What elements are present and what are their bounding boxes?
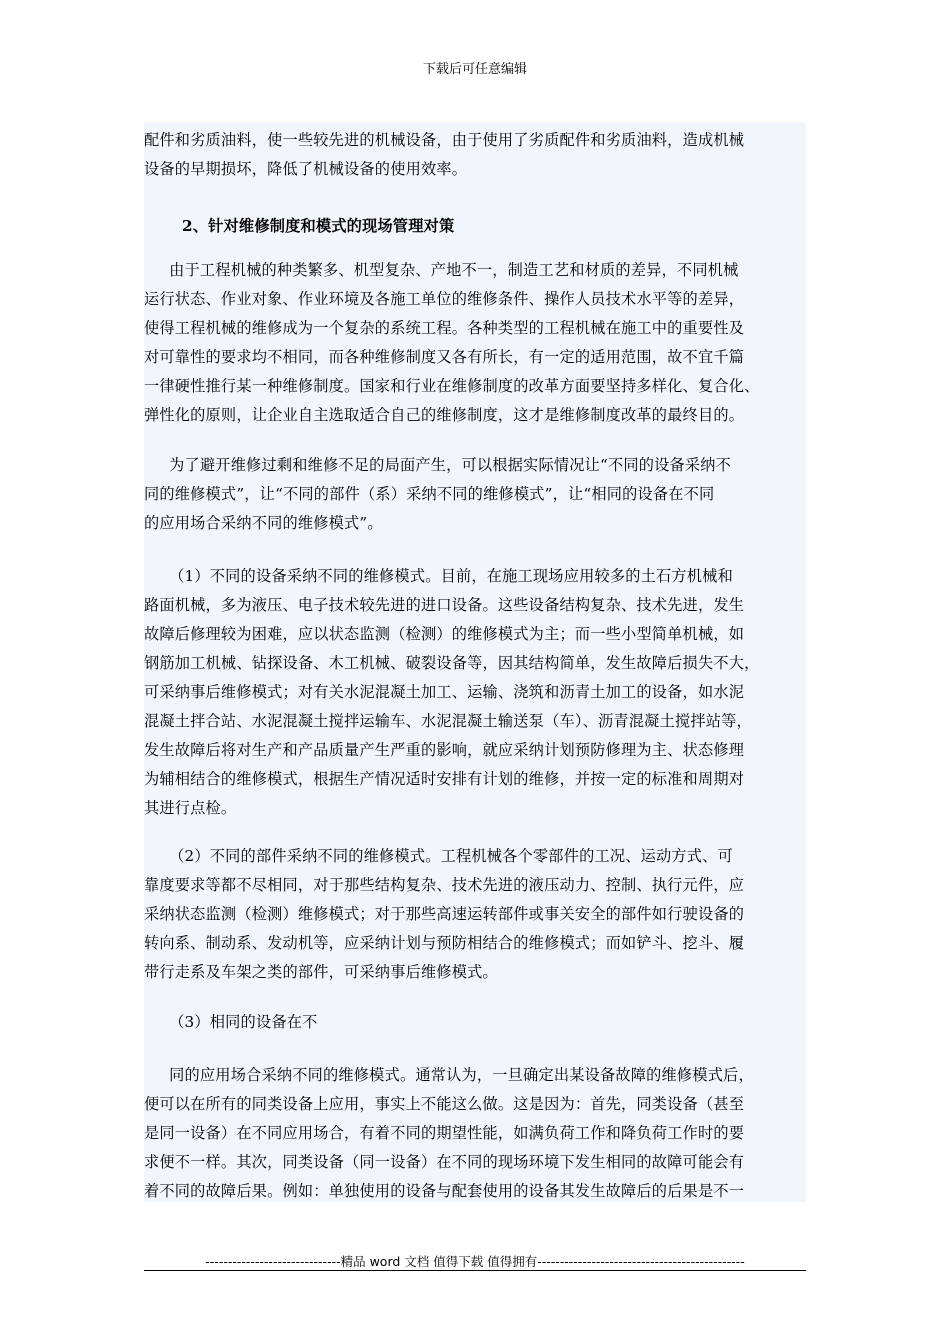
paragraph-4: （1）不同的设备采纳不同的维修模式。目前，在施工现场应用较多的土石方机械和 路面机械，多为液压、电子技术较先进的进口设备。这些设备结构复杂、技术先进，发生 故障后修理较为困难，应以状态监测（检测）的维修模式为主；而一些小型简单机械，如 钢筋加工机械、钻探设备、木工机械、破裂设备等，因其结构简单，发生故障后损失不大， 可采纳事后维修模式；对有关水泥混凝土加工、运输、浇筑和沥青土加工的设备，如水泥 混凝土拌合站、水泥混凝土搅拌运输车、水泥混凝土输送泵（车）、沥青混凝土搅拌站等， 发生故障后将对生产和产品质量产生严重的影响，就应采纳计划预防修理为主、状态修理 为辅相结合的维修模式，根据生产情况适时安排有计划的维修，并按一定的标准和周期对 其进行点检。 [144, 567, 760, 817]
paragraph-7: 同的应用场合采纳不同的维修模式。通常认为，一旦确定出某设备故障的维修模式后， 便可以在所有的同类设备上应用，事实上不能这么做。这是因为：首先，同类设备（甚至 是同一设备）在不同应用场合，有着不同的期望性能，如满负荷工作和降负荷工作时的要 求便不一样。其次，同类设备（同一设备）在不同的现场环境下发生相同的故障可能会有 着不同的故障后果。例如：单独使用的设备与配套使用的设备其发生故障后的后果是不一 [144, 1066, 754, 1200]
page-header: 下载后可任意编辑 [422, 62, 527, 77]
page-footer: ------------------------------精品 word 文档 值得下载 值得拥有---------------------------------------------- [205, 1254, 745, 1269]
paragraph-3: 为了避开维修过剩和维修不足的局面产生，可以根据实际情况让“不同的设备采纳不 同的维修模式”，让“不同的部件（系）采纳不同的维修模式”，让“相同的设备在不同 的应用场合采纳不同的维修模式”。 [144, 456, 732, 532]
section-heading: 2、针对维修制度和模式的现场管理对策 [182, 217, 455, 235]
footer-divider [144, 1270, 806, 1271]
paragraph-5: （2）不同的部件采纳不同的维修模式。工程机械各个零部件的工况、运动方式、可 靠度要求等都不尽相同，对于那些结构复杂、技术先进的液压动力、控制、执行元件，应 采纳状态监测（检测）维修模式；对于那些高速运转部件或事关安全的部件如行驶设备的 转向系、制动系、发动机等，应采纳计划与预防相结合的维修模式；而如铲斗、挖斗、履 带行走系及车架之类的部件，可采纳事后维修模式。 [144, 847, 745, 981]
document-body [144, 122, 806, 1202]
paragraph-1: 配件和劣质油料，使一些较先进的机械设备，由于使用了劣质配件和劣质油料，造成机械 设备的早期损坏，降低了机械设备的使用效率。 [144, 131, 745, 178]
paragraph-6: （3）相同的设备在不 [144, 1013, 318, 1031]
paragraph-2: 由于工程机械的种类繁多、机型复杂、产地不一，制造工艺和材质的差异，不同机械 运行状态、作业对象、作业环境及各施工单位的维修条件、操作人员技术水平等的差异， 使得工程机械的维修成为一个复杂的系统工程。各种类型的工程机械在施工中的重要性及 对可靠性的要求均不相同，而各种维修制度又各有所长，有一定的适用范围，故不宜千篇 一律硬性推行某一种维修制度。国家和行业在维修制度的改革方面要坚持多样化、复合化、 弹性化的原则，让企业自主选取适合自己的维修制度，这才是维修制度改革的最终目的。 [144, 261, 760, 424]
